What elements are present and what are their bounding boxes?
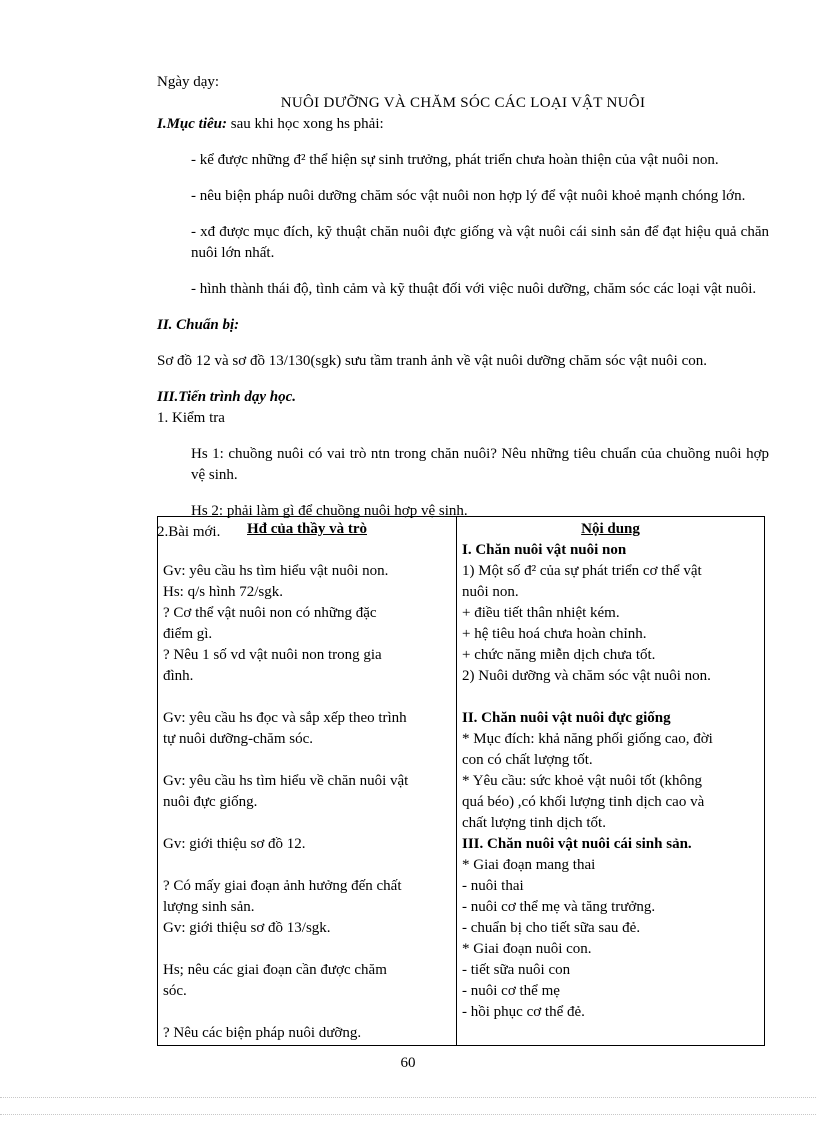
activity-line: Gv: giới thiệu sơ đồ 13/sgk. [163,920,331,936]
content-line: - nuôi cơ thể mẹ và tăng trưởng. [462,899,656,915]
content-line: - hồi phục cơ thể đẻ. [462,1004,585,1020]
content-line: - chuẩn bị cho tiết sữa sau đẻ. [462,920,641,936]
activity-line: ? Nêu 1 số vd vật nuôi non trong gia [163,647,382,663]
content-line: - nuôi thai [462,878,524,894]
content-line [462,687,759,708]
lesson-content [462,540,759,1023]
content-line: - tiết sữa nuôi con [462,962,571,978]
objectives-heading-line [157,114,769,135]
content-line: * Giai đoạn mang thai [462,857,596,873]
objectives-heading: I.Mục tiêu: [157,116,228,132]
content-line: * Giai đoạn nuôi con. [462,941,592,957]
content-section-heading: III. Chăn nuôi vật nuôi cái sinh sản. [462,836,692,852]
content-line: 1) Một số đ² của sự phát triển cơ thể vật [462,563,702,579]
content-line: * Mục đích: khả năng phối giống cao, đời [462,731,713,747]
left-column [158,517,457,1046]
activity-line: ? Có mấy giai đoạn ảnh hưởng đến chất [163,878,402,894]
content-line: * Yêu cầu: sức khoẻ vật nuôi tốt (không [462,773,703,789]
content-line: - nuôi cơ thể mẹ [462,983,560,999]
content-line: 2) Nuôi dưỡng và chăm sóc vật nuôi non. [462,668,711,684]
activity-line: Gv: yêu cầu hs đọc và sắp xếp theo trình [163,710,407,726]
activity-line: đình. [163,668,194,684]
content-line: chất lượng tinh dịch tốt. [462,815,606,831]
activity-line: nuôi đực giống. [163,794,258,810]
lesson-table [157,516,765,1046]
right-column [457,517,765,1046]
step-new-lesson: 2.Bài mới. [157,524,221,540]
activity-line: lượng sinh sản. [163,899,255,915]
content-section-heading: I. Chăn nuôi vật nuôi non [462,542,627,558]
question-hs2: Hs 2: phải làm gì để chuồng nuôi hợp vệ sinh. [191,503,468,519]
footer-dotted-rule [0,1114,816,1115]
right-column-header: Nội dung [581,521,640,537]
activity-line: ? Cơ thể vật nuôi non có những đặc [163,605,377,621]
page-number: 60 [400,1055,416,1071]
activity-line: điểm gì. [163,626,213,642]
activity-line: tự nuôi dưỡng-chăm sóc. [163,731,313,747]
content-line: + hệ tiêu hoá chưa hoàn chỉnh. [462,626,647,642]
objectives-intro: sau khi học xong hs phải: [227,116,384,132]
question-hs1: Hs 1: chuồng nuôi có vai trò ntn trong chăn nuôi? Nêu những tiêu chuẩn của chuồng nuôi hợp vệ sinh. [191,446,769,483]
process-heading: III.Tiến trình dạy học. [157,389,297,405]
lesson-title: NUÔI DƯỠNG VÀ CHĂM SÓC CÁC LOẠI VẬT NUÔI [280,95,646,111]
date-label: Ngày dạy: [157,74,220,90]
content-section-heading: II. Chăn nuôi vật nuôi đực giống [462,710,671,726]
objective-item: - hình thành thái độ, tình cảm và kỹ thuật đối với việc nuôi dưỡng, chăm sóc các loại vật nuôi. [191,281,757,297]
activity-line: Gv: yêu cầu hs tìm hiểu vật nuôi non. [163,563,389,579]
activity-line [163,813,451,834]
activity-line [163,687,451,708]
left-column-header: Hđ của thầy và trò [247,521,367,537]
activity-line [163,540,451,561]
activity-line [163,1002,451,1023]
activity-line [163,750,451,771]
preparation-text: Sơ đồ 12 và sơ đồ 13/130(sgk) sưu tầm tranh ảnh về vật nuôi dưỡng chăm sóc vật nuôi con. [157,353,707,369]
activity-line: Gv: yêu cầu hs tìm hiểu về chăn nuôi vật [163,773,409,789]
activity-line: ? Nêu các biện pháp nuôi dưỡng. [163,1025,362,1041]
content-line: + chức năng miễn dịch chưa tốt. [462,647,656,663]
activity-line: Gv: giới thiệu sơ đồ 12. [163,836,306,852]
activity-line: sóc. [163,983,187,999]
teacher-student-activities [163,540,451,1044]
content-line: nuôi non. [462,584,519,600]
footer-dotted-rule [0,1097,816,1098]
content-line: quá béo) ,có khối lượng tinh dịch cao và [462,794,705,810]
content-line: + điều tiết thân nhiệt kém. [462,605,620,621]
activity-line [163,939,451,960]
content-line: con có chất lượng tốt. [462,752,593,768]
activity-line [163,855,451,876]
objective-item: - kể được những đ² thể hiện sự sinh trưởng, phát triển chưa hoàn thiện của vật nuôi non. [191,152,719,168]
activity-line: Hs; nêu các giai đoạn cần được chăm [163,962,387,978]
preparation-heading: II. Chuẩn bị: [157,317,240,333]
activity-line: Hs: q/s hình 72/sgk. [163,584,284,600]
step-check: 1. Kiểm tra [157,410,225,426]
objective-item: - nêu biện pháp nuôi dưỡng chăm sóc vật nuôi non hợp lý để vật nuôi khoẻ mạnh chóng lớn. [191,188,746,204]
objective-item: - xđ được mục đích, kỹ thuật chăn nuôi đực giống và vật nuôi cái sinh sản để đạt hiệu quả chăn nuôi lớn nhất. [191,224,769,261]
table-header-row [158,517,765,1046]
document-body [157,72,769,543]
